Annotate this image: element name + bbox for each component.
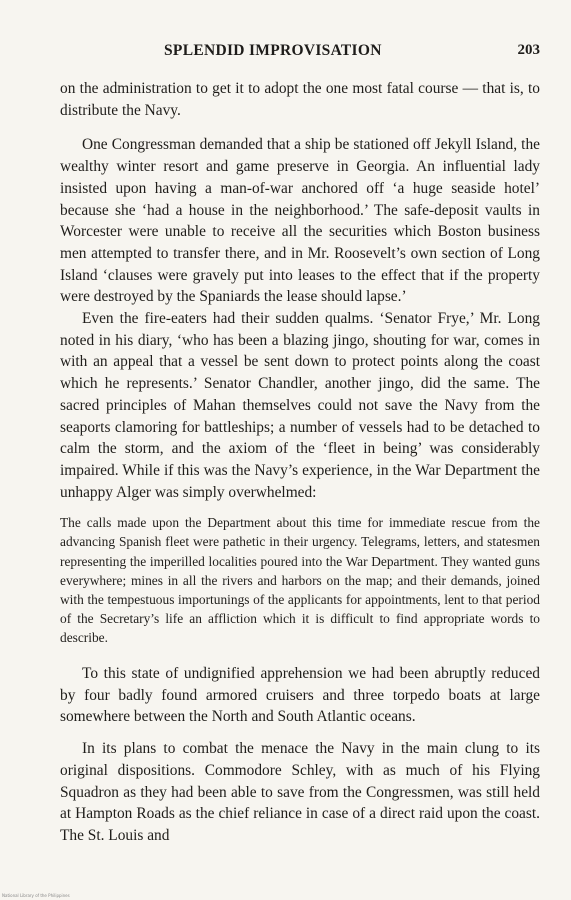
page-number: 203 — [517, 42, 540, 58]
paragraph-apprehension: To this state of undignified apprehension we had been abruptly reduced by four badly found armored cruisers and three torpedo boats at large somewhere between the North and South Atlantic oceans. — [60, 665, 540, 726]
paragraph-fire-eaters: Even the fire-eaters had their sudden qualms. ‘Senator Frye,’ Mr. Long noted in his diary, ‘who has been a blazing jingo, shouting for war, comes in with an appeal that a vessel be sent down to protect points along the coast which he represents.’ Senator Chandler, another jingo, did the same. The sacred principles of Mahan themselves could not save the Navy from the seaports clamoring for battleships; a number of vessels had to be detached to calm the storm, and the axiom of the ‘fleet in being’ was considerably impaired. While if this was the Navy’s experience, in the War Department the unhappy Alger was simply overwhelmed: — [60, 310, 540, 501]
running-title: SPLENDID IMPROVISATION — [164, 42, 382, 59]
block-quote: The calls made upon the Department about this time for immediate rescue from the advancing Spanish fleet were pathetic in their urgency. Telegrams, letters, and statesmen representing the imperilled localities poured into the War Department. They wanted guns everywhere; mines in all the rivers and harbors on the map; and their demands, joined with the tempestuous importunings of the applicants for appointments, lent to that period of the Secretary’s life an affliction which it is difficult to find appropriate words to describe. — [60, 515, 540, 645]
paragraph-plans: In its plans to combat the menace the Navy in the main clung to its original dispositions. Commodore Schley, with as much of his Flying Squadron as they had been able to save from the Congressmen, was still held at Hampton Roads as the chief reliance in case of a direct raid upon the coast. The St. Louis and — [60, 740, 540, 844]
paragraph-continuation: on the administration to get it to adopt the one most fatal course — that is, to distribute the Navy. — [60, 80, 540, 119]
library-stamp: National Library of the Philippines — [2, 893, 70, 898]
paragraph-congressman: One Congressman demanded that a ship be stationed off Jekyll Island, the wealthy winter resort and game preserve in Georgia. An influential lady insisted upon having a man-of-war anchored off ‘a huge seaside hotel’ because she ‘had a house in the neighborhood.’ The safe-deposit vaults in Worcester were unable to receive all the securities which Boston business men attempted to transfer there, and in Mr. Roosevelt’s own section of Long Island ‘clauses were gravely put into leases to the effect that if the property were destroyed by the Spaniards the lease should lapse.’ — [60, 136, 540, 306]
page-header — [60, 42, 540, 64]
page-body — [60, 78, 540, 847]
